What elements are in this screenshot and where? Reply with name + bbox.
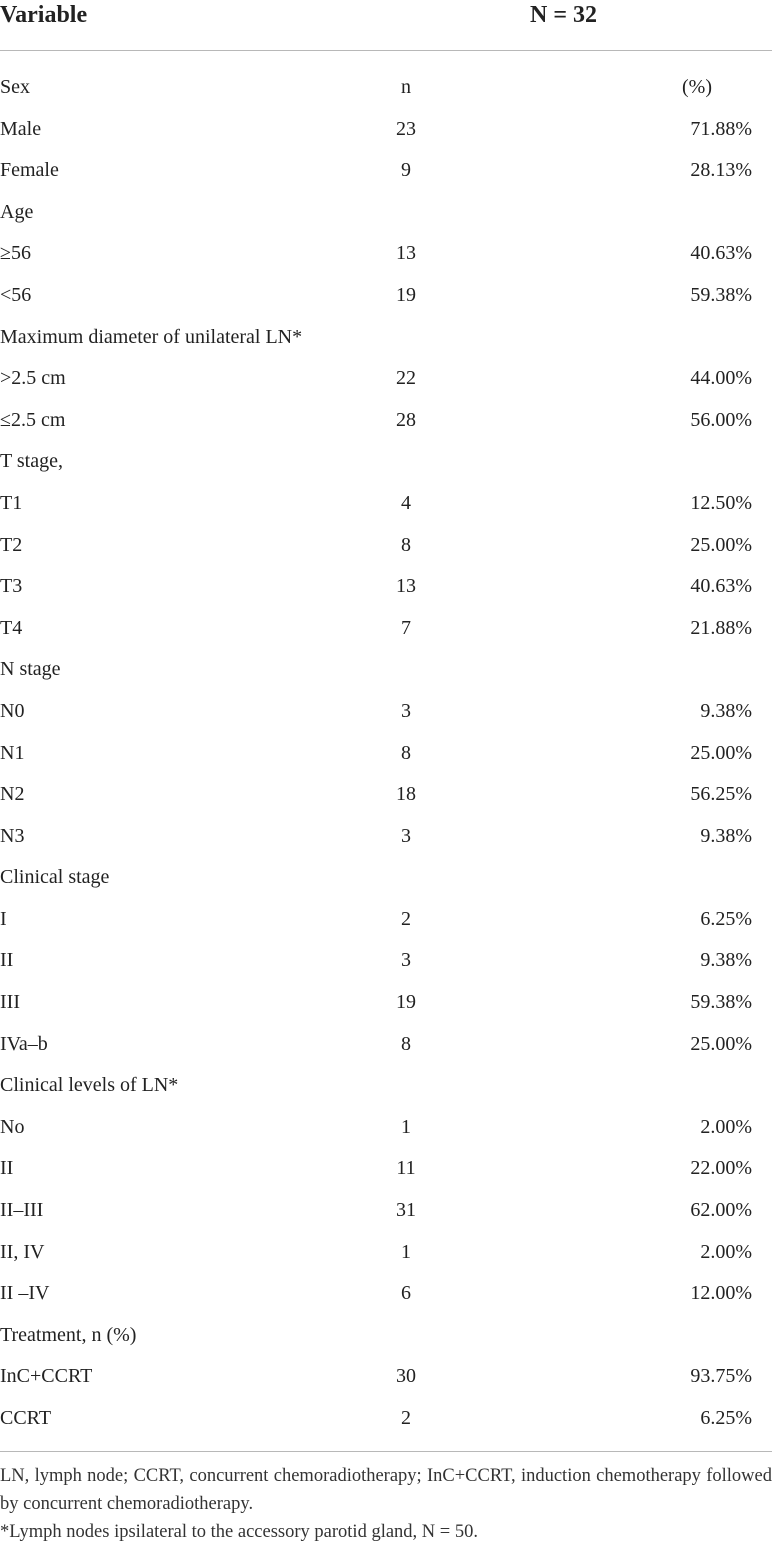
row-count: 8 <box>401 533 411 556</box>
table-body <box>0 67 772 1440</box>
row-label: Clinical stage <box>0 866 110 889</box>
row-label: Female <box>0 159 59 182</box>
table-header-row <box>0 0 772 34</box>
row-label: N3 <box>0 824 25 847</box>
row-label: II –IV <box>0 1282 50 1305</box>
table-row <box>0 733 772 775</box>
table-row <box>0 1273 772 1315</box>
table-row <box>0 1356 772 1398</box>
table-row <box>0 608 772 650</box>
table-row <box>0 441 772 483</box>
table-row <box>0 816 772 858</box>
row-percent: 2.00% <box>700 1115 752 1138</box>
table-row <box>0 67 772 109</box>
row-label: II, IV <box>0 1240 45 1263</box>
row-percent: 25.00% <box>690 533 752 556</box>
row-label: ≥56 <box>0 242 31 265</box>
table-row <box>0 150 772 192</box>
row-percent: 25.00% <box>690 741 752 764</box>
row-percent: 71.88% <box>690 117 752 140</box>
row-percent: 59.38% <box>690 283 752 306</box>
table-row <box>0 1107 772 1149</box>
table-row <box>0 483 772 525</box>
row-label: N2 <box>0 783 25 806</box>
row-percent: 56.00% <box>690 408 752 431</box>
row-percent: 12.00% <box>690 1282 752 1305</box>
row-percent: 9.38% <box>700 949 752 972</box>
footer-divider <box>0 1451 772 1452</box>
row-count: 30 <box>396 1365 416 1388</box>
table-footnotes <box>0 1462 772 1546</box>
row-percent: 9.38% <box>700 824 752 847</box>
row-label: T3 <box>0 575 23 598</box>
footnote-asterisk: *Lymph nodes ipsilateral to the accessory parotid gland, N = 50. <box>0 1522 478 1542</box>
row-label: III <box>0 991 20 1014</box>
row-count: 13 <box>396 575 416 598</box>
row-percent: 40.63% <box>690 242 752 265</box>
row-count: 22 <box>396 367 416 390</box>
row-label: No <box>0 1115 25 1138</box>
row-count: 28 <box>396 408 416 431</box>
header-n: N = 32 <box>530 2 598 28</box>
table-row <box>0 358 772 400</box>
row-percent: 40.63% <box>690 575 752 598</box>
row-percent: 44.00% <box>690 367 752 390</box>
table-row <box>0 857 772 899</box>
table-row <box>0 899 772 941</box>
row-count: 19 <box>396 991 416 1014</box>
row-count: 3 <box>401 699 411 722</box>
row-percent: 56.25% <box>690 783 752 806</box>
row-percent: 2.00% <box>700 1240 752 1263</box>
row-label: <56 <box>0 283 32 306</box>
table-row <box>0 1398 772 1440</box>
row-label: T stage, <box>0 450 63 473</box>
row-count: 6 <box>401 1282 411 1305</box>
row-percent: 59.38% <box>690 991 752 1014</box>
row-count: 31 <box>396 1199 416 1222</box>
row-label: Treatment, n (%) <box>0 1323 137 1346</box>
table-row <box>0 400 772 442</box>
row-count: 9 <box>401 159 411 182</box>
table-row <box>0 1190 772 1232</box>
row-label: I <box>0 907 7 930</box>
row-label: T4 <box>0 616 23 639</box>
row-count: 11 <box>396 1157 416 1180</box>
row-percent: (%) <box>682 76 712 98</box>
row-count: 3 <box>401 949 411 972</box>
table-row <box>0 275 772 317</box>
row-percent: 6.25% <box>700 907 752 930</box>
table-row <box>0 317 772 359</box>
row-count: 7 <box>401 616 411 639</box>
table-row <box>0 774 772 816</box>
table-row <box>0 192 772 234</box>
footnote-abbreviations: LN, lymph node; CCRT, concurrent chemoradiotherapy; InC+CCRT, induction chemotherapy followed by concurrent chemoradiotherapy. <box>0 1466 772 1514</box>
row-count: 8 <box>401 1032 411 1055</box>
row-label: Maximum diameter of unilateral LN* <box>0 325 303 348</box>
row-label: >2.5 cm <box>0 367 66 390</box>
table-row <box>0 691 772 733</box>
row-percent: 6.25% <box>700 1407 752 1429</box>
table-row <box>0 525 772 567</box>
table-row <box>0 1232 772 1274</box>
table-row <box>0 1148 772 1190</box>
table-row <box>0 649 772 691</box>
table-row <box>0 1065 772 1107</box>
table-row <box>0 1024 772 1066</box>
table-row <box>0 566 772 608</box>
row-count: 19 <box>396 283 416 306</box>
row-count: 2 <box>401 907 411 930</box>
table-row <box>0 940 772 982</box>
row-percent: 21.88% <box>690 616 752 639</box>
row-count: 2 <box>401 1407 411 1429</box>
row-label: T1 <box>0 491 23 514</box>
row-count: 13 <box>396 242 416 265</box>
row-count: 18 <box>396 783 416 806</box>
row-label: Clinical levels of LN* <box>0 1074 179 1097</box>
row-label: N1 <box>0 741 25 764</box>
row-label: II <box>0 949 14 972</box>
table-row <box>0 1315 772 1357</box>
row-percent: 28.13% <box>690 159 752 182</box>
row-label: ≤2.5 cm <box>0 408 66 431</box>
row-label: Sex <box>0 76 30 98</box>
row-percent: 25.00% <box>690 1032 752 1055</box>
header-divider <box>0 50 772 51</box>
row-count: 1 <box>401 1240 411 1263</box>
row-percent: 9.38% <box>700 699 752 722</box>
row-count: 8 <box>401 741 411 764</box>
row-label: Male <box>0 117 42 140</box>
row-label: N stage <box>0 658 61 681</box>
row-label: N0 <box>0 699 25 722</box>
row-count: 4 <box>401 491 411 514</box>
table-row <box>0 109 772 151</box>
row-label: II–III <box>0 1199 44 1222</box>
row-count: 3 <box>401 824 411 847</box>
table-row <box>0 233 772 275</box>
row-percent: 22.00% <box>690 1157 752 1180</box>
row-label: InC+CCRT <box>0 1365 93 1388</box>
row-label: IVa–b <box>0 1032 48 1055</box>
table-row <box>0 982 772 1024</box>
row-count: 1 <box>401 1115 411 1138</box>
row-label: Age <box>0 200 34 223</box>
row-label: CCRT <box>0 1407 52 1429</box>
row-count: 23 <box>396 117 416 140</box>
row-label: II <box>0 1157 14 1180</box>
row-percent: 93.75% <box>690 1365 752 1388</box>
row-percent: 12.50% <box>690 491 752 514</box>
header-variable: Variable <box>0 2 88 28</box>
row-count: n <box>401 76 411 98</box>
row-label: T2 <box>0 533 23 556</box>
row-percent: 62.00% <box>690 1199 752 1222</box>
